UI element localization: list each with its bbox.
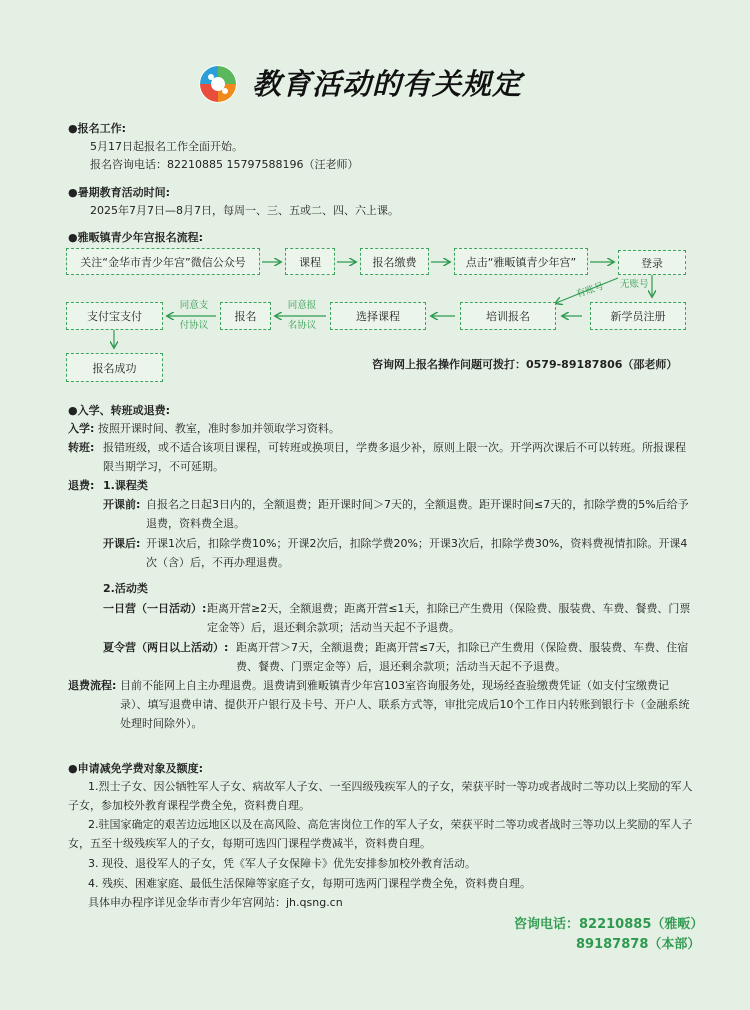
day-camp-label: 一日营（一日活动）: (103, 602, 207, 615)
exemption-item-4: 4. 残疾、困难家庭、最低生活保障等家庭子女，每期可选两门课程学费全免，资料费自理。 (88, 877, 531, 890)
label-agree-pay-1: 同意支 (179, 300, 209, 311)
refund-process-label: 退费流程: (68, 679, 117, 692)
exemption-item-2: 2.驻国家确定的艰苦边远地区以及在高风险、高危害岗位工作的军人子女，荣获平时二等功或者战时三等功以上奖励的军人子女，五至十级残疾军人的子女，每期可选四门课程学费减半，资料费自理。 (68, 818, 693, 850)
flow-box-choose: 选择课程 (330, 302, 426, 330)
transfer-text: 报错班级，或不适合该项目课程，可转班或换项目，学费多退少补，原则上限一次。开学两次课后不可以转班。所报课程限当期学习，不可延期。 (103, 441, 686, 473)
flow-box-login: 登录 (618, 250, 686, 275)
refund-label: 退费: (68, 479, 95, 492)
label-has-account: 有账号 (574, 280, 606, 301)
exemption-website: 具体申办程序详见金华市青少年宫网站：jh.qsng.cn (88, 896, 343, 909)
footer-phone-yafan: 咨询电话：82210885（雅畈） (514, 917, 704, 932)
label-agree-signup-2: 名协议 (287, 320, 317, 331)
flow-box-newuser: 新学员注册 (590, 302, 686, 330)
exemption-heading: ●申请减免学费对象及额度: (68, 762, 203, 775)
flow-box-wechat: 关注“金华市青少年宫”微信公众号 (66, 248, 260, 275)
entry-text: 按照开课时间、教室，准时参加并领取学习资料。 (97, 422, 340, 435)
flow-box-success: 报名成功 (66, 353, 163, 382)
transfer-label: 转班: (68, 441, 95, 454)
exemption-item-3: 3. 现役、退役军人的子女，凭《军人子女保障卡》优先安排参加校外教育活动。 (88, 857, 476, 870)
course-category-title: 1.课程类 (103, 479, 148, 492)
summer-camp-text: 距离开营＞7天，全额退费；距离开营≤7天，扣除已产生费用（保险费、服装费、车费、住宿费、餐费、门票定金等）后，退还剩余款项；活动当天起不予退费。 (236, 641, 689, 673)
before-class-text: 自报名之日起3日内的，全额退费；距开课时间＞7天的，全额退费。距开课时间≤7天的，扣除学费的5%后给予退费，资料费全退。 (146, 498, 689, 530)
summer-schedule: 2025年7月7日—8月7日，每周一、三、五或二、四、六上课。 (90, 204, 399, 217)
day-camp-text: 距离开营≥2天，全额退费；距离开营≤1天，扣除已产生费用（保险费、服装费、车费、餐费、门票定金等）后，退还剩余款项；活动当天起不予退费。 (207, 602, 691, 634)
after-class-text: 开课1次后，扣除学费10%；开课2次后，扣除学费20%；开课3次后，扣除学费30%，资料费视情扣除。开课4次（含）后，不再办理退费。 (146, 537, 688, 569)
registration-heading: ●报名工作: (68, 122, 126, 135)
activity-category-title: 2.活动类 (103, 582, 148, 595)
summer-heading: ●暑期教育活动时间: (68, 186, 170, 199)
flow-box-signup: 报名 (220, 302, 271, 330)
footer-phone-main: 89187878（本部） (576, 937, 701, 952)
before-class-label: 开课前: (103, 498, 141, 511)
refund-process-text: 目前不能网上自主办理退费。退费请到雅畈镇青少年宫103室咨询服务处，现场经查验缴费凭证（如支付宝缴费记录）、填写退费申请、提供开户银行及卡号、开户人、联系方式等，审批完成后10个工作日内转账到银行卡（金融系统处理时间除外）。 (120, 679, 690, 730)
after-class-label: 开课后: (103, 537, 141, 550)
flow-box-course: 课程 (285, 248, 335, 275)
label-no-account: 无账号 (620, 279, 649, 290)
enroll-heading: ●入学、转班或退费: (68, 404, 170, 417)
flow-box-training: 培训报名 (460, 302, 556, 330)
exemption-item-1: 1.烈士子女、因公牺牲军人子女、病故军人子女、一至四级残疾军人的子女，荣获平时一等功或者战时二等功以上奖励的军人子女，参加校外教育课程学费全免，资料费自理。 (68, 780, 693, 812)
flow-arrows (0, 0, 750, 400)
label-agree-pay-2: 付协议 (179, 320, 209, 331)
flow-box-alipay: 支付宝支付 (66, 302, 163, 330)
entry-label: 入学: (68, 422, 95, 435)
flow-heading: ●雅畈镇青少年宫报名流程: (68, 231, 203, 244)
flow-contact: 咨询网上报名操作问题可拨打：0579-89187806（邵老师） (372, 358, 678, 371)
summer-camp-label: 夏令营（两日以上活动）: (103, 641, 229, 654)
registration-start: 5月17日起报名工作全面开始。 (90, 140, 243, 153)
registration-phone: 报名咨询电话：82210885 15797588196（汪老师） (90, 158, 359, 171)
page-title: 教育活动的有关规定 (252, 67, 523, 101)
flow-box-click: 点击“雅畈镇青少年宫” (454, 248, 588, 275)
flow-box-fee: 报名缴费 (360, 248, 429, 275)
label-agree-signup-1: 同意报 (287, 300, 317, 311)
